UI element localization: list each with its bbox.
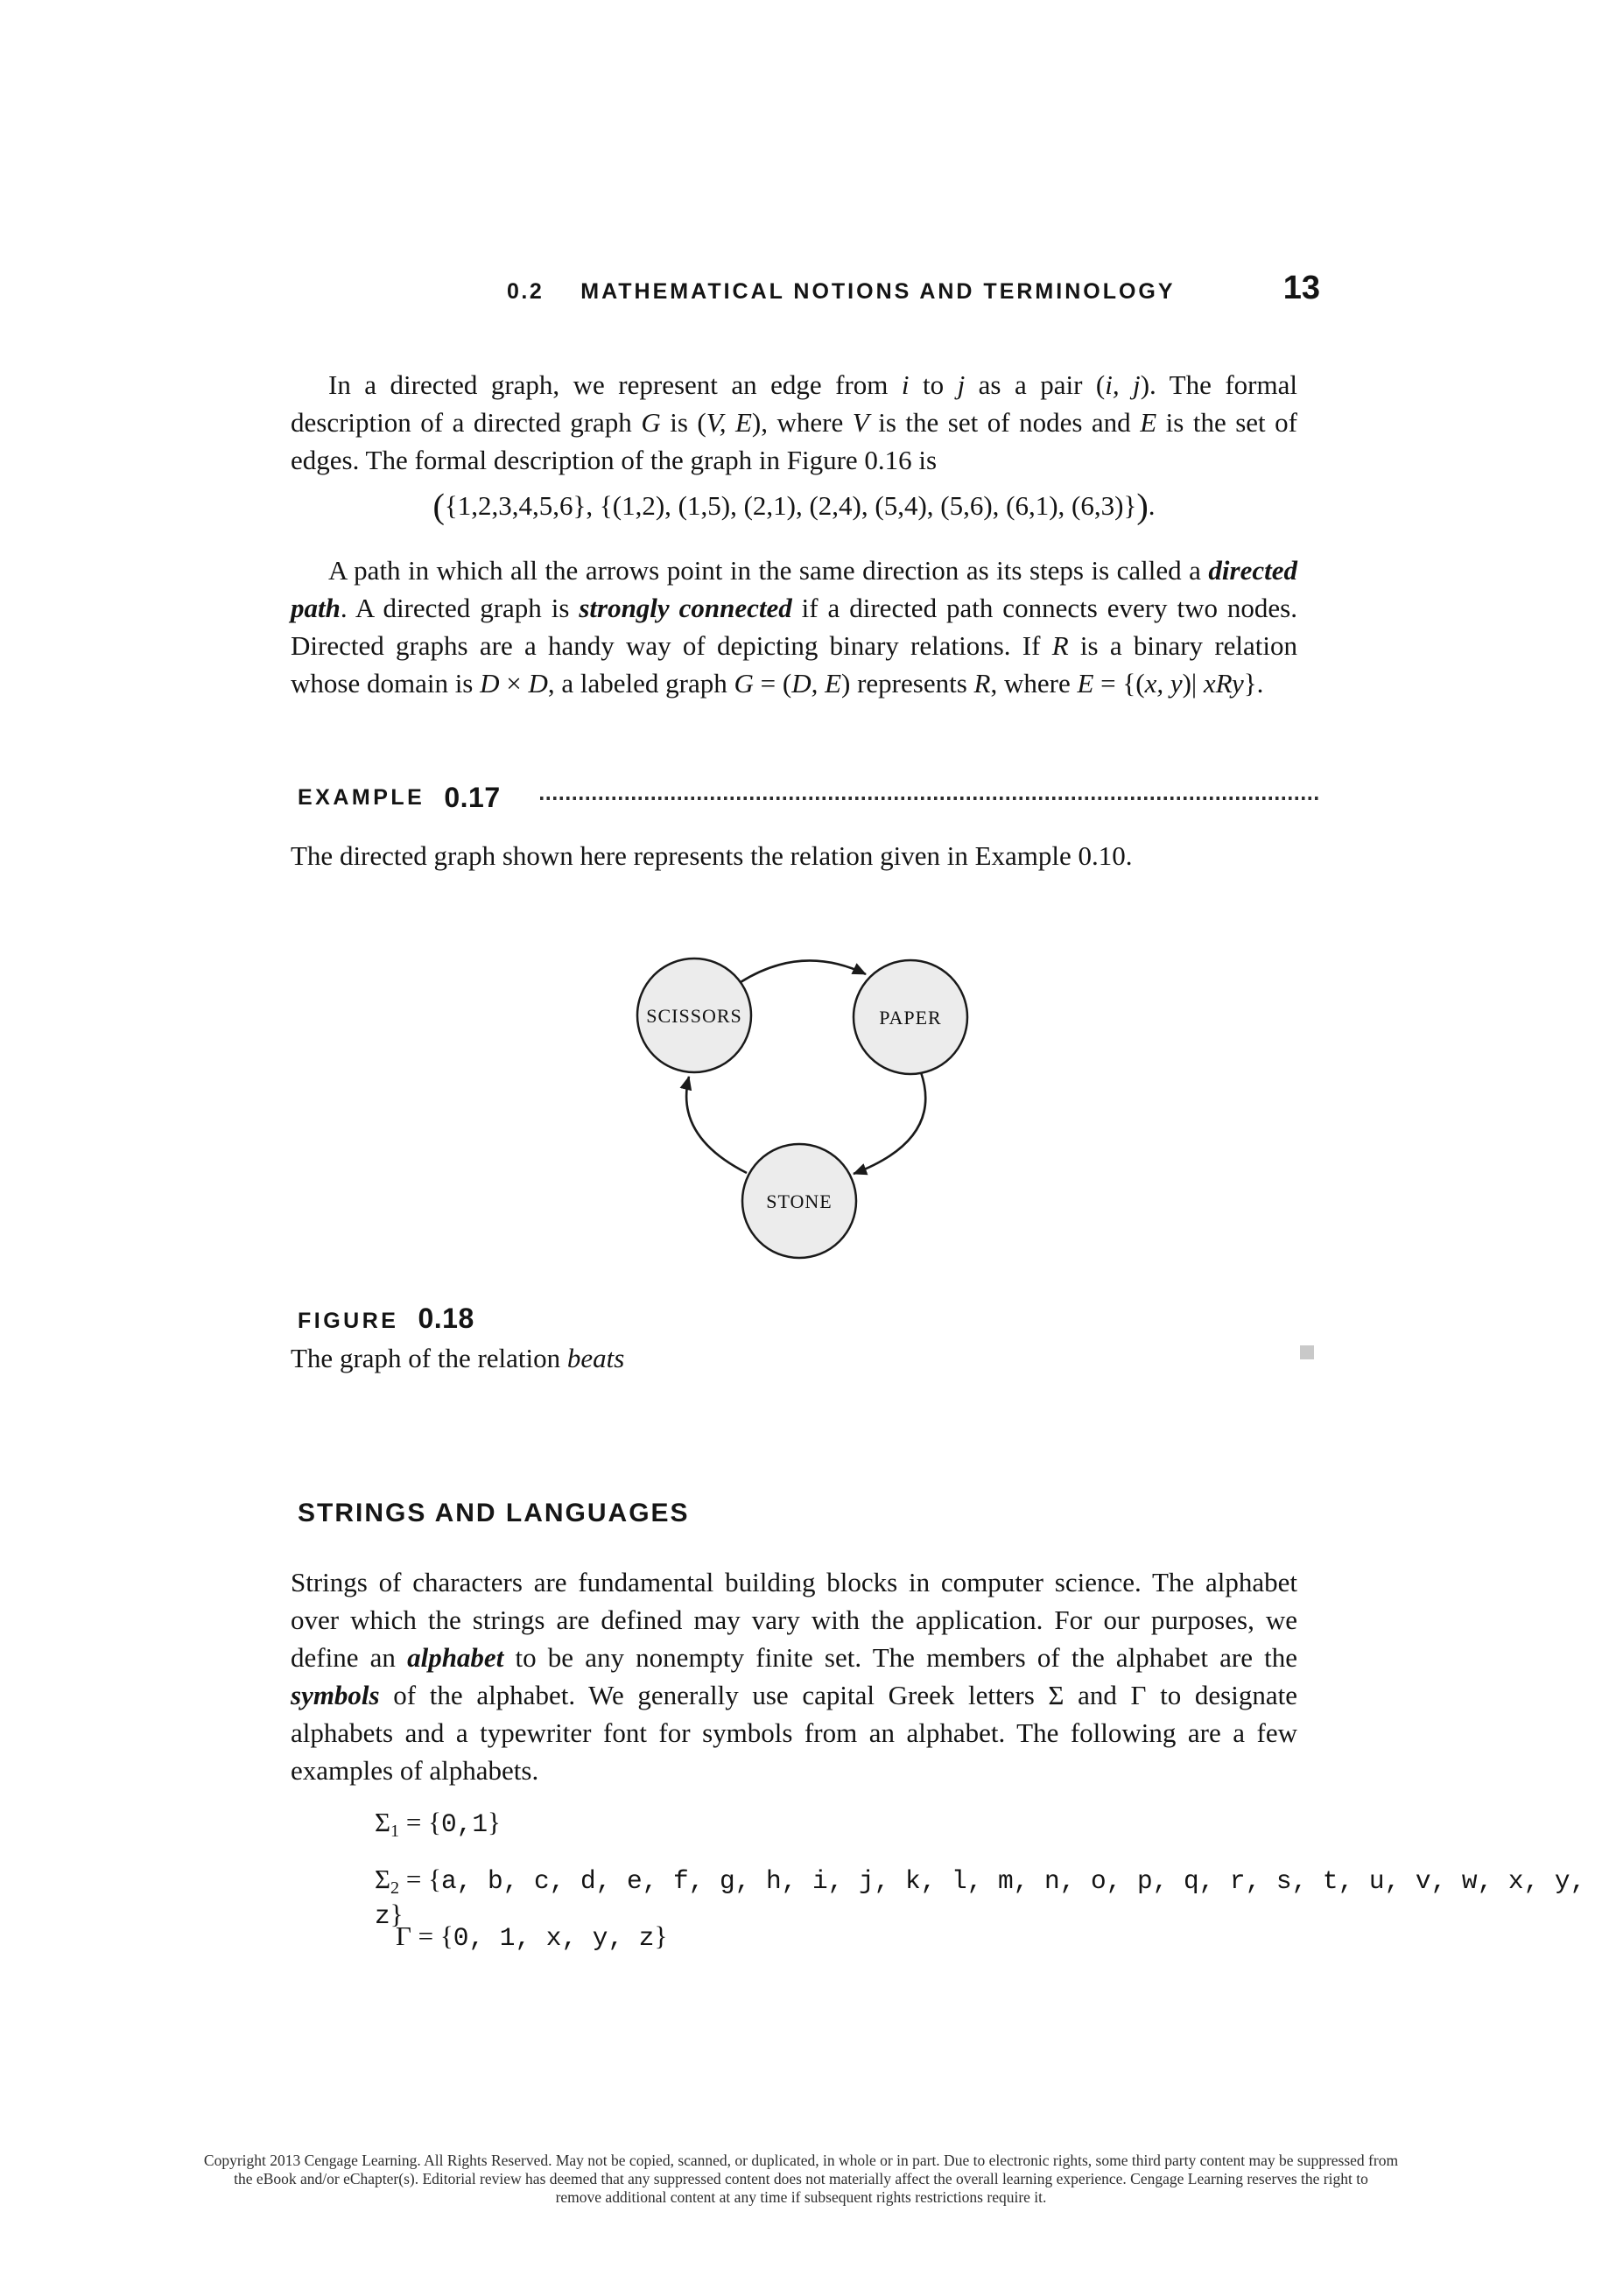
running-header [507, 270, 1320, 307]
alphabet-sigma1: Σ1 = {0,1} [375, 1807, 501, 1842]
copyright-line-1: Copyright 2013 Cengage Learning. All Rights Reserved. May not be copied, scanned, or duplicated, in whole or in part. Due to electronic rights, some third party content may be suppressed from [203, 2152, 1399, 2169]
formula-graph-description: ({1,2,3,4,5,6}, {(1,2), (1,5), (2,1), (2,4), (5,4), (5,6), (6,1), (6,3)}). [432, 486, 1156, 526]
figure-heading [298, 1302, 474, 1335]
alphabet-sigma2: Σ2 = {a, b, c, d, e, f, g, h, i, j, k, l, m, n, o, p, q, r, s, t, u, v, w, x, y, z} [375, 1864, 1586, 1932]
paragraph-directed-graph: In a directed graph, we represent an edge from i to j as a pair (i, j). The formal description of a directed graph G is (V, E), where V is the set of nodes and E is the set of edges. The formal description of the graph in Figure 0.16 is [291, 369, 1297, 475]
section-heading-strings-and-languages: STRINGS AND LANGUAGES [298, 1499, 690, 1527]
copyright-line-3: remove additional content at any time if subsequent rights restrictions require it. [555, 2188, 1047, 2206]
paragraph-strings: Strings of characters are fundamental building blocks in computer science. The alphabet over which the strings are defined may vary with the application. For our purposes, we define an alphabet to be any nonempty finite set. The members of the alphabet are the symbols of the alphabet. We generally use capital Greek letters Σ and Γ to designate alphabets and a typewriter font for symbols from an alphabet. The following are a few examples of alphabets. [291, 1567, 1298, 1786]
copyright-notice [0, 2152, 1602, 2207]
edge-paper-to-stone [854, 1072, 925, 1174]
node-label-stone: STONE [766, 1190, 833, 1212]
figure-label: FIGURE [298, 1309, 399, 1333]
node-label-scissors: SCISSORS [646, 1005, 742, 1027]
section-number: 0.2 [507, 279, 545, 304]
alphabet-gamma: Γ = {0, 1, x, y, z} [396, 1920, 668, 1953]
copyright-line-2: the eBook and/or eChapter(s). Editorial review has deemed that any suppressed content does not materially affect the overall learning experience. Cengage Learning reserves the right to [234, 2170, 1368, 2187]
node-label-paper: PAPER [879, 1007, 942, 1029]
page-number: 13 [1282, 270, 1320, 306]
dotted-rule [540, 797, 1320, 800]
running-title: MATHEMATICAL NOTIONS AND TERMINOLOGY [580, 279, 1176, 304]
edge-stone-to-scissors [686, 1077, 747, 1173]
paragraph-directed-path: A path in which all the arrows point in the same direction as its steps is called a directed path. A directed graph is strongly connected if a directed path connects every two nodes. Directed graphs are a handy way of depicting binary relations. If R is a binary relation whose domain is D × D, a labeled graph G = (D, E) represents R, where E = {(x, y)| xRy}. [291, 555, 1297, 699]
example-label: EXAMPLE [298, 785, 425, 810]
figure-number: 0.18 [418, 1302, 474, 1334]
edge-scissors-to-paper [741, 960, 866, 982]
figure-caption: The graph of the relation beats [291, 1343, 625, 1373]
example-heading [298, 782, 1320, 814]
example-number: 0.17 [444, 782, 501, 813]
example-intro-text: The directed graph shown here represents the relation given in Example 0.10. [291, 840, 1133, 871]
end-of-example-marker [1300, 1345, 1314, 1359]
relation-graph-diagram [560, 910, 1033, 1287]
